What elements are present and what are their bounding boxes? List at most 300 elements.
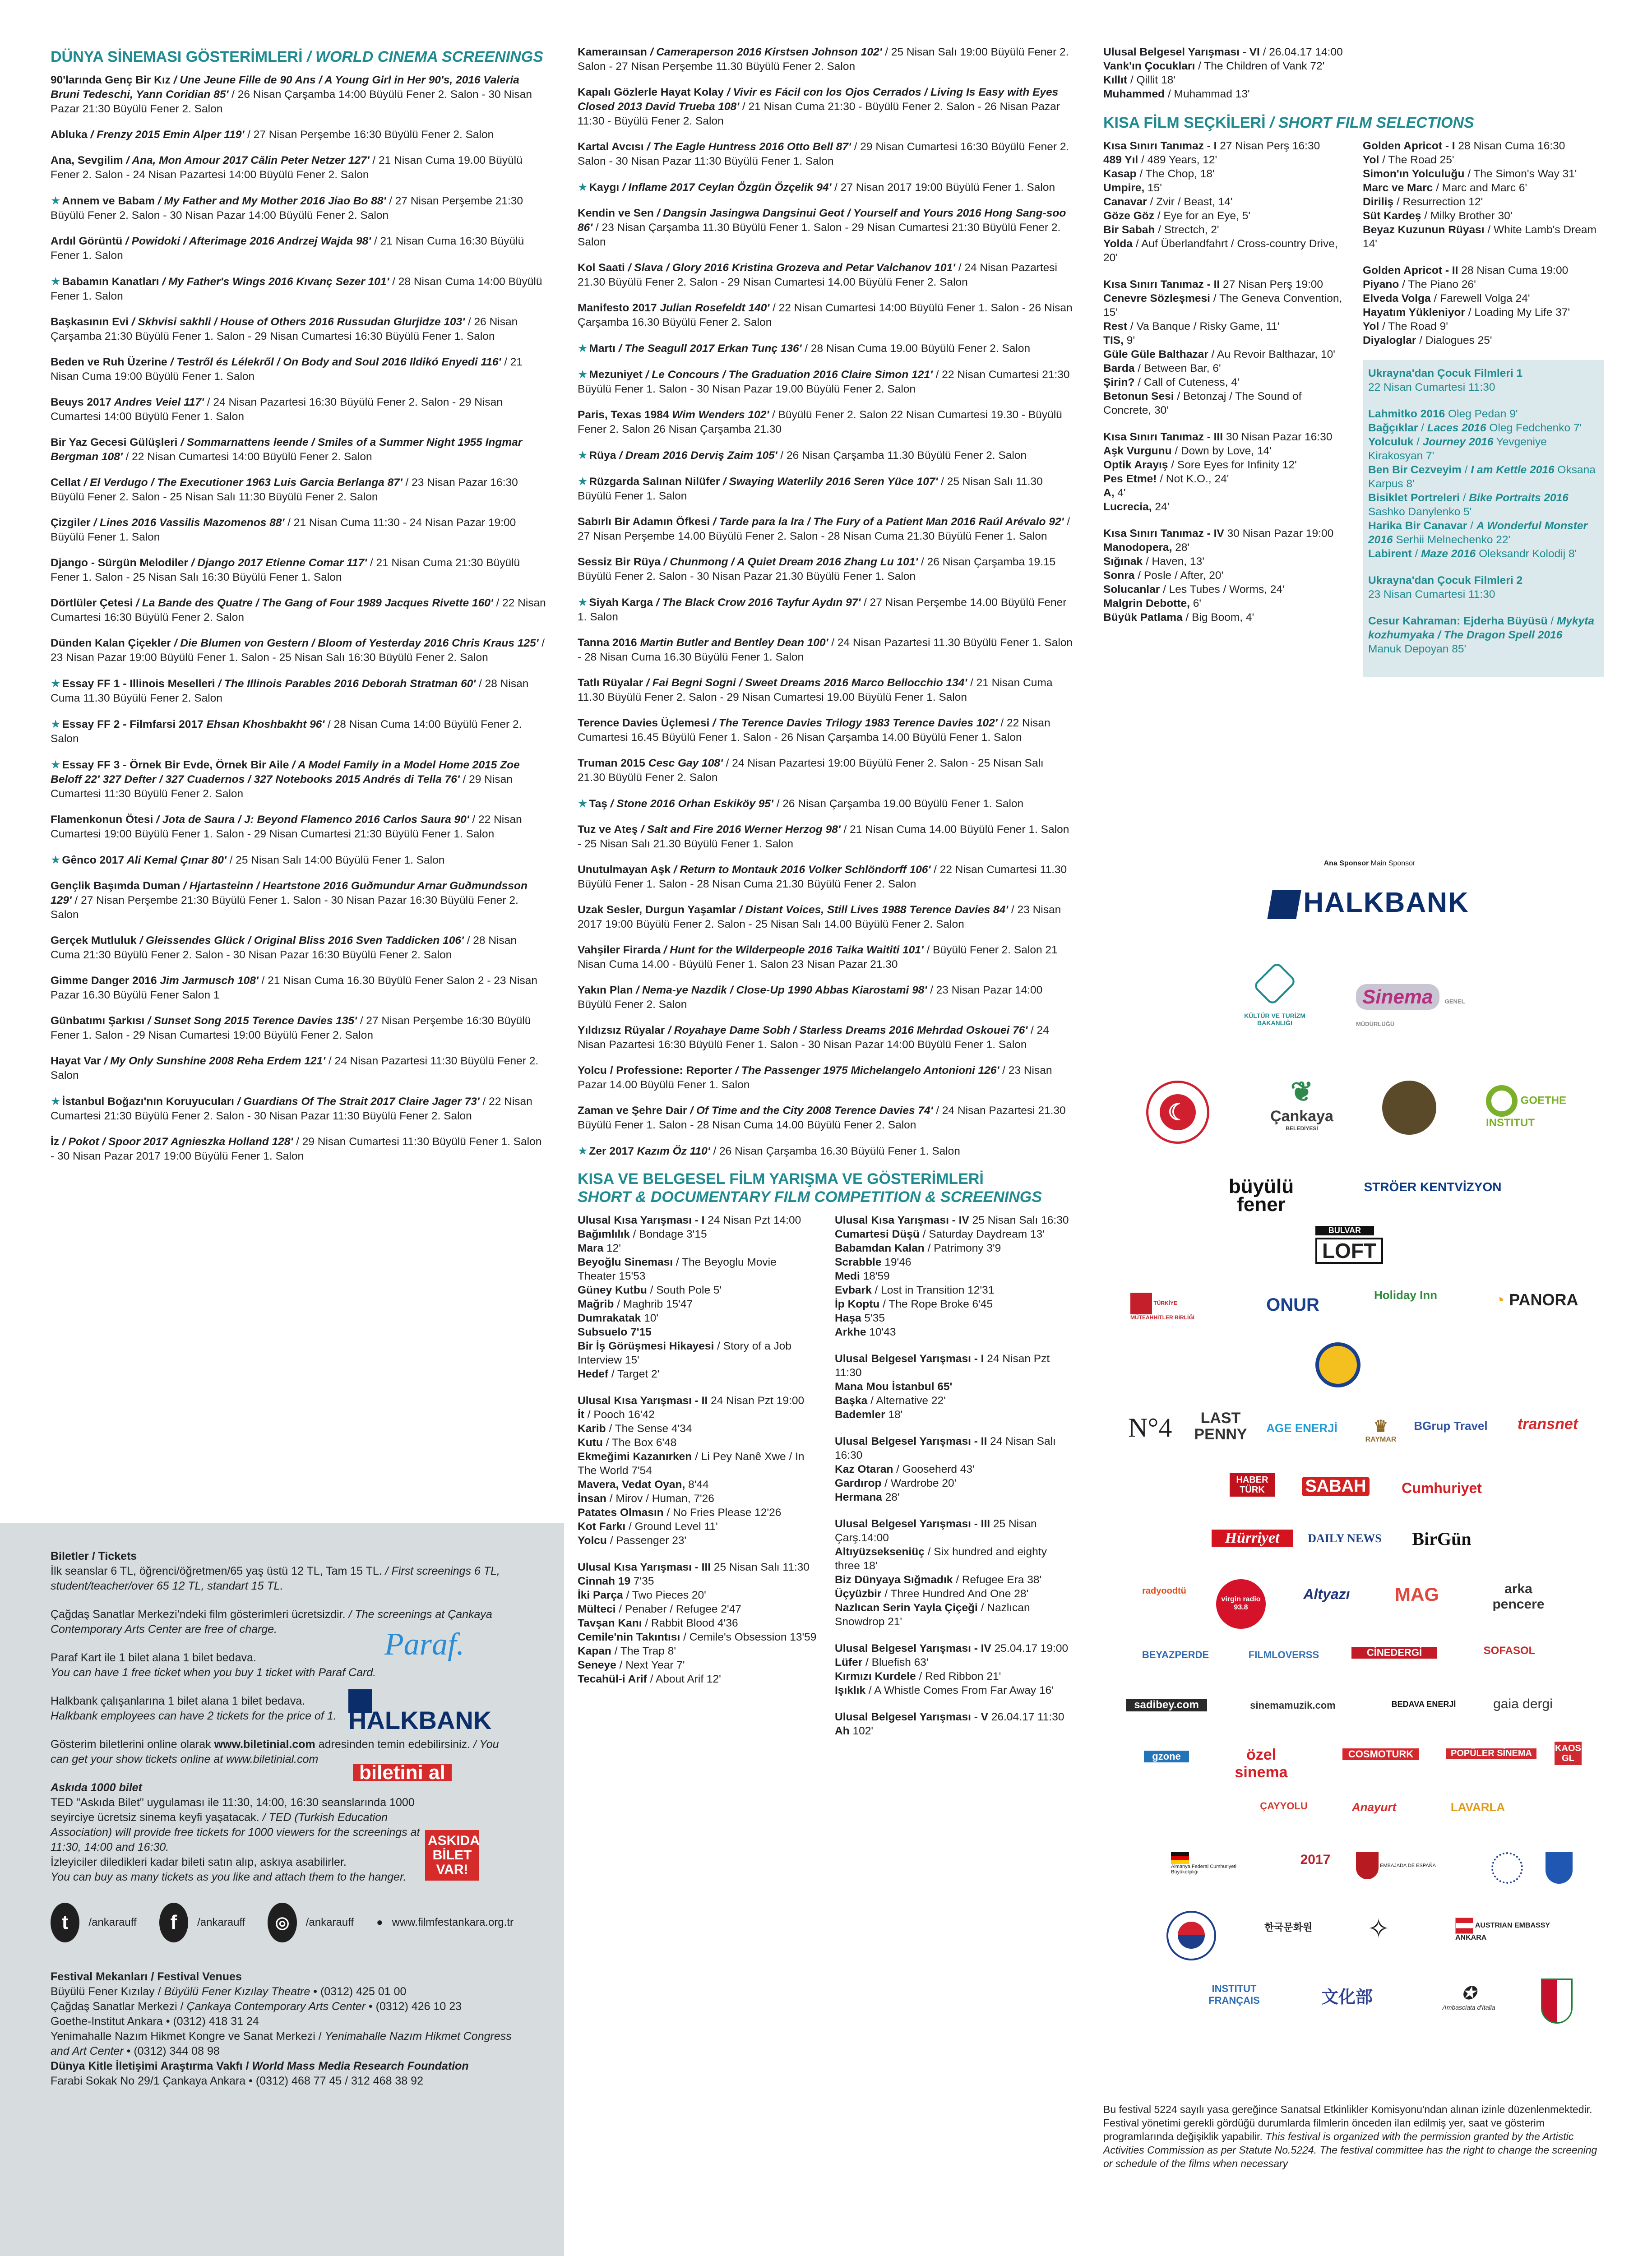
program-item: Barda / Between Bar, 6' (1103, 362, 1221, 374)
transnet-logo-text: transnet (1517, 1415, 1578, 1433)
panora-logo-text: PANORA (1509, 1290, 1578, 1309)
festival-website-link[interactable]: www.filmfestankara.org.tr (392, 1916, 514, 1928)
populer-sinema-logo (1446, 1748, 1536, 1759)
film-entry (51, 1054, 547, 1083)
film-title-tr: Kameraınsan (578, 46, 647, 58)
program-item: Tecahül-i Arif / About Arif 12' (578, 1673, 721, 1685)
film-original-title: / Jota de Saura / J: Beyond Flamenco 2016 Carlos Saura 90' (153, 814, 469, 826)
halkbank-offer-en: Halkbank employees can have 2 tickets for the price of 1. (51, 1710, 337, 1722)
cinedergi-logo-text: CİNEDERGİ (1366, 1647, 1422, 1658)
paraf-offer-tr: Paraf Kart ile 1 bilet alana 1 bilet bedava. (51, 1651, 256, 1664)
film-title-tr: Cellat (51, 476, 81, 489)
program-item: Elveda Volga / Farewell Volga 24' (1363, 292, 1530, 305)
film-entry (51, 758, 547, 801)
austrian-embassy-text: AUSTRIAN EMBASSY ANKARA (1455, 1922, 1550, 1942)
film-original-title: / Chunmong / A Quiet Dream 2016 Zhang Lu 101' (660, 556, 918, 568)
film-schedule: / 22 Nisan Cumartesi 16.45 Büyülü Fener 1. Salon - 26 Nisan Çarşamba 14.00 Büyülü Fener 1. Salon (578, 717, 1050, 744)
star-icon: ★ (51, 677, 61, 690)
world-cinema-title-en: / WORLD CINEMA SCREENINGS (307, 48, 543, 65)
film-original-title: / Of Time and the City 2008 Terence Davies 74' (687, 1105, 933, 1117)
stroer-logo (1360, 1180, 1505, 1194)
free-screenings-en: / The screenings at Çankaya Contemporary Arts Center are free of charge. (51, 1608, 492, 1636)
cosmoturk-logo-text: COSMOTURK (1348, 1748, 1414, 1760)
film-schedule: / Büyülü Fener 2. Salon 21 Nisan Cuma 14.00 - Büyülü Fener 1. Salon 23 Nisan Pazar 21.30 (578, 944, 1058, 971)
cayyolu-logo-text: ÇAYYOLU (1260, 1800, 1308, 1812)
film-entry (51, 73, 547, 116)
raymar-crown-icon: ♛ (1373, 1417, 1388, 1435)
film-entry (578, 515, 1074, 544)
askida-en2: You can buy as many tickets as you like and attach them to the hanger. (51, 1871, 407, 1883)
program-item: Lucrecia, 24' (1103, 501, 1170, 513)
german-embassy-logo (1171, 1852, 1252, 1875)
german-embassy-text: Almanya Federal Cumhuriyeti Büyükelçiliği (1171, 1864, 1236, 1875)
ukraine-program-group (1368, 366, 1599, 394)
program-item: Kasap / The Chop, 18' (1103, 168, 1215, 180)
facebook-handle[interactable]: /ankarauff (197, 1916, 245, 1928)
film-title-tr: Manifesto 2017 (578, 302, 657, 314)
program-block-heading: Golden Apricot - II 28 Nisan Cuma 19:00 (1363, 264, 1569, 277)
film-entry (578, 408, 1074, 437)
legal-note-en: This festival is organized with the permission granted by the Artistic Activities Commission as per Statute No.5224. The festival committee has the right to change the screening or schedule of the films when necessary (1103, 2131, 1597, 2169)
anayurt-logo-text: Anayurt (1351, 1800, 1397, 1814)
korean-culture-center-logo (1248, 1920, 1329, 1934)
german-flag-icon (1171, 1852, 1189, 1864)
austria-flag-icon (1455, 1918, 1473, 1934)
film-original-title: / Le Concours / The Graduation 2016 Claire Simon 121' (642, 369, 933, 381)
film-schedule: / 21 Nisan Cuma 21:30 Büyülü Fener 1. Salon - 25 Nisan Salı 16:30 Büyülü Fener 1. Salon (51, 557, 520, 583)
program-block-heading: Ulusal Belgesel Yarışması - IV 25.04.17 19:00 (835, 1642, 1069, 1655)
program-item: Canavar / Zvir / Beast, 14' (1103, 196, 1233, 208)
film-original-title: / Die Blumen von Gestern / Bloom of Yesterday 2016 Chris Kraus 125' (171, 637, 539, 649)
film-title-tr: Çizgiler (51, 517, 91, 529)
film-schedule: / 22 Nisan Cumartesi 16:30 Büyülü Fener 2. Salon (51, 597, 546, 624)
bulvar-label (1315, 1226, 1374, 1235)
film-title-tr: Annem ve Babam (62, 195, 155, 207)
cankaya-logo (1266, 1076, 1338, 1132)
bgrup-logo (1410, 1419, 1491, 1433)
ukraine-program-item: Bağçıklar / Laces 2016 Oleg Fedchenko 7' (1368, 422, 1582, 434)
program-item: Ekmeğimi Kazanırken / Li Pey Nanê Xwe / In The World 7'54 (578, 1451, 805, 1477)
program-item: Tavşan Kanı / Rabbit Blood 4'36 (578, 1617, 738, 1629)
altyazi-logo (1293, 1586, 1360, 1603)
film-title-tr: Siyah Karga (589, 596, 653, 609)
film-title-tr: Kendin ve Sen (578, 207, 654, 219)
film-original-title: / La Bande des Quatre / The Gang of Four 1989 Jacques Rivette 160' (133, 597, 493, 609)
program-item: Ah 102' (835, 1725, 874, 1737)
program-item: Yol / The Road 9' (1363, 320, 1448, 333)
spain-coat-icon (1356, 1852, 1379, 1879)
film-original-title: Wim Wenders 102' (669, 409, 769, 421)
twitter-handle[interactable]: /ankarauff (88, 1916, 137, 1928)
film-title-tr: Gênco 2017 (62, 854, 124, 866)
holiday-inn-logo (1360, 1288, 1451, 1302)
program-item: Nazlıcan Serin Yayla Çiçeği / Nazlıcan Snowdrop 21' (835, 1602, 1030, 1628)
film-schedule: / 25 Nisan Salı 19:00 Büyülü Fener 2. Salon - 27 Nisan Perşembe 11.30 Büyülü Fener 2. Salon (578, 46, 1069, 73)
venue-line: Çağdaş Sanatlar Merkezi / Çankaya Contemporary Arts Center • (0312) 426 10 23 (51, 2000, 462, 2013)
film-entry (578, 555, 1074, 584)
film-title-tr: Abluka (51, 129, 88, 141)
program-item: Optik Arayış / Sore Eyes for Infinity 12' (1103, 459, 1297, 471)
venues-heading: Festival Mekanları / Festival Venues (51, 1970, 242, 1983)
program-item: TIS, 9' (1103, 334, 1135, 347)
program-item: Yol / The Road 25' (1363, 154, 1454, 166)
halkbank-info-logo (348, 1689, 514, 1734)
main-sponsor-label (1302, 860, 1437, 868)
film-schedule: / 29 Nisan Cumartesi 11:30 Büyülü Fener 1. Salon - 30 Nisan Pazar 2017 19:00 Büyülü Fener 1. Salon (51, 1136, 542, 1162)
film-original-title: / Return to Montauk 2016 Volker Schlöndorff 106' (671, 864, 931, 876)
film-title-tr: Essay FF 1 - Illinois Meselleri (62, 678, 215, 690)
program-block-heading: Ulusal Belgesel Yarışması - V 26.04.17 11:30 (835, 1711, 1064, 1723)
film-schedule: / 23 Nisan Pazar 14.00 Büyülü Fener 1. Salon (578, 1064, 1052, 1091)
halkbank-offer-block (51, 1694, 514, 1734)
film-entry (51, 1135, 547, 1164)
film-title-tr: Tatlı Rüyalar (578, 677, 643, 689)
program-block (578, 1394, 817, 1548)
film-title-tr: Django - Sürgün Melodiler (51, 557, 188, 569)
film-entry (51, 934, 547, 962)
film-schedule: / 27 Nisan Perşembe 14.00 Büyülü Fener 2. Salon - 28 Nisan Cuma 21.30 Büyülü Fener 1. Salon (578, 516, 1070, 542)
program-item: Mana Mou İstanbul 65' (835, 1381, 953, 1393)
ukraine-program-item: 23 Nisan Cumartesi 11:30 (1368, 588, 1495, 601)
film-original-title: / Inflame 2017 Ceylan Özgün Özçelik 94' (619, 181, 832, 194)
film-title-tr: Ana, Sevgilim (51, 154, 123, 166)
goethe-logo (1486, 1085, 1590, 1129)
program-item: Aşk Vurgunu / Down by Love, 14' (1103, 445, 1272, 457)
radyoodtu-logo-text: radyoodtü (1142, 1586, 1186, 1596)
program-block-heading: Ulusal Kısa Yarışması - III 25 Nisan Salı 11:30 (578, 1561, 810, 1573)
municipality-seal-logo: ☾ (1146, 1081, 1209, 1144)
bedava-enerji-logo (1383, 1700, 1464, 1709)
tmb-logo (1130, 1293, 1221, 1321)
biletinial-logo: biletini al (353, 1764, 452, 1781)
film-schedule: / 24 Nisan Pazartesi 21.30 Büyülü Fener 2. Salon - 29 Nisan Cumartesi 14.00 Büyülü Fener 2. Salon (578, 262, 1057, 288)
star-icon: ★ (578, 1145, 588, 1157)
sabah-logo (1302, 1477, 1370, 1496)
gzone-logo-text: gzone (1152, 1751, 1181, 1762)
raymar-logo (1356, 1417, 1406, 1444)
program-item: Medi 18'59 (835, 1270, 890, 1282)
online-tickets-en: / You can get your show tickets online at www.biletinial.com (51, 1738, 499, 1766)
birgun-logo-text: BirGün (1412, 1529, 1472, 1549)
short-film-title-tr: KISA FİLM SEÇKİLERİ (1103, 114, 1266, 131)
halkbank-info-logo-text: HALKBANK (348, 1706, 492, 1734)
film-schedule: / 21 Nisan Cuma 21:30 - Büyülü Fener 2. Salon - 26 Nisan Pazar 11:30 - Büyülü Fener 2. Salon (578, 101, 1060, 127)
film-schedule: / 28 Nisan Cuma 11.30 Büyülü Fener 2. Salon (51, 678, 529, 704)
halkbank-logo-text: HALKBANK (1303, 887, 1469, 918)
star-icon: ★ (578, 368, 588, 381)
halkbank-mark-icon (1268, 890, 1301, 919)
program-block (1103, 45, 1604, 101)
film-entry (578, 1023, 1074, 1052)
short-film-blocks (1103, 139, 1604, 677)
gzone-logo (1144, 1751, 1189, 1762)
star-icon: ★ (51, 194, 61, 207)
paraf-offer-en: You can have 1 free ticket when you buy 1 ticket with Paraf Card. (51, 1666, 376, 1679)
film-entry (51, 315, 547, 344)
ozel-sinema-logo-text: özel sinema (1235, 1746, 1288, 1781)
film-entry (51, 234, 547, 263)
program-block-heading: Ulusal Belgesel Yarışması - III 25 Nisan Çarş.14:00 (835, 1518, 1037, 1544)
film-entry (578, 206, 1074, 250)
program-item: Mülteci / Penaber / Refugee 2'47 (578, 1603, 741, 1615)
film-original-title: / The Black Crow 2016 Tayfur Aydın 97' (653, 596, 861, 609)
halkbank-logo (1234, 887, 1505, 919)
no4-logo-text: N°4 (1128, 1413, 1172, 1442)
film-original-title: / Pokot / Spoor 2017 Agnieszka Holland 128' (59, 1136, 293, 1148)
program-item: Güney Kutbu / South Pole 5' (578, 1284, 722, 1296)
program-block (578, 1560, 817, 1686)
film-entry (578, 85, 1074, 129)
film-entry (51, 717, 547, 746)
hurriyet-logo-text: Hürriyet (1225, 1530, 1280, 1546)
film-schedule: / Büyülü Fener 2. Salon 22 Nisan Cumartesi 19.30 - Büyülü Fener 2. Salon 26 Nisan Çarşamba 21.30 (578, 409, 1062, 435)
program-block (1363, 264, 1604, 347)
program-block (835, 1434, 1074, 1504)
film-schedule: / 27 Nisan Perşembe 21:30 Büyülü Fener 2. Salon - 30 Nisan Pazar 14:00 Büyülü Fener 2. Salon (51, 195, 523, 222)
film-entry (578, 140, 1074, 169)
film-entry (51, 128, 547, 142)
film-schedule: / 26 Nisan Çarşamba 11.30 Büyülü Fener 2. Salon (777, 449, 1027, 462)
film-original-title: / Une Jeune Fille de 90 Ans / A Young Girl in Her 90's, 2016 Valeria Bruni Tedeschi, Yann Coridian 85' (51, 74, 519, 101)
film-entry (578, 1104, 1074, 1133)
film-original-title: / The Terence Davies Trilogy 1983 Terence Davies 102' (709, 717, 998, 729)
film-schedule: / 21 Nisan Cuma 14.00 Büyülü Fener 1. Salon - 25 Nisan Salı 21.30 Büyülü Fener 1. Salon (578, 823, 1069, 850)
bgrup-logo-text: BGrup Travel (1414, 1419, 1488, 1433)
australia-coat-logo: ✧ (1367, 1914, 1390, 1944)
program-block-heading: Kısa Sınırı Tanımaz - II 27 Nisan Perş 19:00 (1103, 278, 1323, 291)
film-original-title: / Sommarnattens leende / Smiles of a Summer Night 1955 Ingmar Bergman 108' (51, 436, 523, 463)
kaosgl-logo (1555, 1742, 1582, 1765)
film-title-tr: Rüya (589, 449, 616, 462)
facebook-icon[interactable]: f (159, 1903, 188, 1942)
program-item: Yolcu / Passenger 23' (578, 1535, 687, 1547)
daily-news-logo (1304, 1532, 1385, 1545)
ukraine-program-item: Harika Bir Canavar / A Wonderful Monster 2016 Serhii Melnechenko 22' (1368, 520, 1588, 546)
film-schedule: / 29 Nisan Cumartesi 11:30 Büyülü Fener 2. Salon (51, 773, 513, 800)
program-item: Kapan / The Trap 8' (578, 1645, 676, 1657)
film-entry (51, 435, 547, 464)
raymar-logo-text: RAYMAR (1365, 1436, 1397, 1443)
film-entry (578, 367, 1074, 397)
program-item: Mara 12' (578, 1242, 621, 1254)
film-schedule: / 22 Nisan Cumartesi 14:00 Büyülü Fener 1. Salon - 26 Nisan Çarşamba 16.30 Büyülü Fener 2. Salon (578, 302, 1073, 328)
anayurt-logo (1338, 1800, 1410, 1814)
film-schedule: / 24 Nisan Pazartesi 19:00 Büyülü Fener 2. Salon - 25 Nisan Salı 21.30 Büyülü Fener 2. Salon (578, 757, 1044, 784)
film-title-tr: Mezuniyet (589, 369, 643, 381)
film-entry (578, 823, 1074, 851)
sofasol-logo-text: SOFASOL (1483, 1645, 1536, 1657)
world-cinema-title-tr: DÜNYA SİNEMASI GÖSTERİMLERİ (51, 48, 303, 65)
film-schedule: / 26 Nisan Çarşamba 19.00 Büyülü Fener 1. Salon (773, 798, 1024, 810)
program-block (835, 1710, 1074, 1738)
star-icon: ★ (51, 1095, 61, 1108)
taegeuk-icon (1178, 1922, 1205, 1949)
askida-block (51, 1780, 480, 1885)
online-tickets-link[interactable]: www.biletinial.com (214, 1738, 315, 1751)
film-title-tr: Kol Saati (578, 262, 625, 274)
program-item: Malgrin Debotte, 6' (1103, 597, 1202, 610)
program-item: Vank'ın Çocukları / The Children of Vank 72' (1103, 60, 1325, 72)
film-original-title: / Gleissendes Glück / Original Bliss 2016 Sven Taddicken 106' (136, 934, 464, 947)
film-title-tr: Zaman ve Şehre Dair (578, 1105, 687, 1117)
film-original-title: / My Father's Wings 2016 Kıvanç Sezer 101' (159, 276, 389, 288)
program-item: Patates Olmasın / No Fries Please 12'26 (578, 1507, 782, 1519)
program-item: İnsan / Mirov / Human, 7'26 (578, 1493, 714, 1505)
film-entry (578, 796, 1074, 811)
program-item: Bağımlılık / Bondage 3'15 (578, 1228, 707, 1240)
instagram-icon[interactable]: ◎ (268, 1903, 296, 1942)
film-original-title: / The Eagle Huntress 2016 Otto Bell 87' (643, 141, 851, 153)
tickets-block (51, 1549, 514, 1594)
short-film-left (1103, 139, 1345, 677)
film-title-tr: Truman 2015 (578, 757, 645, 769)
panora-circle-icon: ◔ (1495, 1290, 1505, 1309)
program-block-heading: Kısa Sınırı Tanımaz - III 30 Nisan Pazar 16:30 (1103, 431, 1333, 443)
competition-title-en: SHORT & DOCUMENTARY FILM COMPETITION & SCREENINGS (578, 1188, 1042, 1206)
web-bullet-icon: ● (376, 1916, 383, 1928)
venues-block (51, 1969, 514, 2089)
program-item: Pes Etme! / Not K.O., 24' (1103, 473, 1229, 485)
holiday-inn-logo-text: Holiday Inn (1374, 1288, 1438, 1302)
program-item: Cemile'nin Takıntısı / Cemile's Obsession 13'59 (578, 1631, 817, 1643)
film-schedule: / 26 Nisan Çarşamba 19.15 Büyülü Fener 2. Salon - 30 Nisan Pazar 21.30 Büyülü Fener 1. Salon (578, 556, 1056, 582)
online-tickets-block (51, 1737, 514, 1784)
program-block-heading: Ulusal Kısa Yarışması - I 24 Nisan Pzt 14:00 (578, 1214, 801, 1226)
ukraine-coat-logo (1546, 1852, 1573, 1884)
program-item: Haşa 5'35 (835, 1312, 885, 1324)
sinemamuzik-logo-text: sinemamuzik.com (1250, 1700, 1336, 1711)
film-schedule: / 27 Nisan Perşembe 21:30 Büyülü Fener 1. Salon - 30 Nisan Pazar 16:30 Büyülü Fener 2. Salon (51, 894, 518, 921)
program-item: İki Parça / Two Pieces 20' (578, 1589, 706, 1601)
cankaya-logo-text: Çankaya (1270, 1108, 1333, 1125)
ukraine-program-item: Lahmitko 2016 Oleg Pedan 9' (1368, 408, 1518, 420)
film-entry (51, 556, 547, 585)
ktb-logo-text: KÜLTÜR VE TURİZM BAKANLIĞI (1244, 1012, 1305, 1026)
film-original-title: / Dangsin Jasingwa Dangsinui Geot / Yourself and Yours 2016 Hong Sang-soo 86' (578, 207, 1066, 234)
spain-embassy-text: EMBAJADA DE ESPAÑA (1380, 1863, 1436, 1868)
twitter-icon[interactable]: t (51, 1903, 79, 1942)
sadibey-logo (1126, 1699, 1207, 1711)
populer-sinema-logo-text: POPÜLER SİNEMA (1450, 1748, 1532, 1758)
program-block (1103, 277, 1345, 417)
film-entry (51, 974, 547, 1003)
film-schedule: / 24 Nisan Pazartesi 16:30 Büyülü Fener 1. Salon - 30 Nisan Pazar 14:00 Büyülü Fener 1. Salon (578, 1024, 1049, 1051)
program-item: Başka / Alternative 22' (835, 1395, 946, 1407)
program-item: Hedef / Target 2' (578, 1368, 660, 1380)
film-entry (578, 756, 1074, 785)
film-schedule: / 21 Nisan Cuma 19:00 Büyülü Fener 1. Salon (51, 356, 523, 383)
film-title-tr: Gerçek Mutluluk (51, 934, 137, 947)
film-schedule: / 23 Nisan Pazar 16:30 Büyülü Fener 2. Salon - 25 Nisan Salı 11:30 Büyülü Fener 2. Salon (51, 476, 518, 503)
program-block-heading: Ulusal Belgesel Yarışması - VI / 26.04.17 14:00 (1103, 46, 1343, 58)
cankaya-leaf-icon: ❦ (1290, 1077, 1314, 1107)
film-original-title: / Slava / Glory 2016 Kristina Grozeva and Petar Valchanov 101' (625, 262, 955, 274)
program-item: Güle Güle Balthazar / Au Revoir Balthazar, 10' (1103, 348, 1335, 361)
film-original-title: / Royahaye Dame Sobh / Starless Dreams 2016 Mehrdad Oskouei 76' (665, 1024, 1028, 1036)
tmb-mark-icon (1130, 1293, 1152, 1314)
program-item: İp Koptu / The Rope Broke 6'45 (835, 1298, 993, 1310)
program-item: Hayatım Yükleniyor / Loading My Life 37' (1363, 306, 1570, 319)
ktb-emblem-icon (1253, 962, 1297, 1006)
program-item: Muhammed / Muhammad 13' (1103, 88, 1250, 100)
competition-blocks (578, 1213, 1074, 1751)
onur-logo-text: ONUR (1266, 1295, 1319, 1315)
world-cinema-title (51, 48, 547, 66)
film-entry (51, 395, 547, 424)
haberturk-logo-text: HABER TÜRK (1236, 1475, 1268, 1495)
hurriyet-logo (1212, 1530, 1293, 1547)
program-item: Rest / Va Banque / Risky Game, 11' (1103, 320, 1280, 333)
film-original-title: Ali Kemal Çınar 80' (124, 854, 227, 866)
festival-legal-note (1103, 2103, 1604, 2170)
film-title-tr: Yıldızsız Rüyalar (578, 1024, 665, 1036)
haberturk-logo (1230, 1473, 1275, 1497)
film-title-tr: 90'larında Genç Bir Kız (51, 74, 171, 86)
film-title-tr: Babamın Kanatları (62, 276, 159, 288)
beyazperde-logo-text: BEYAZPERDE (1142, 1649, 1209, 1660)
film-title-tr: Ardıl Görüntü (51, 235, 123, 247)
bulvar-text: BULVAR (1328, 1226, 1361, 1235)
film-original-title: / Stone 2016 Orhan Eskiköy 95' (607, 798, 773, 810)
age-enerji-logo (1261, 1421, 1342, 1435)
askida-heading: Askıda 1000 bilet (51, 1781, 142, 1794)
film-schedule: / 25 Nisan Salı 11.30 Büyülü Fener 1. Salon (578, 476, 1043, 502)
social-links (51, 1903, 514, 1942)
film-original-title: / Tarde para la Ira / The Fury of a Patient Man 2016 Raúl Arévalo 92' (710, 516, 1064, 528)
program-item: Cenevre Sözleşmesi / The Geneva Convention, 15' (1103, 292, 1342, 319)
film-schedule: / 21 Nisan Cuma 11:30 - 24 Nisan Pazar 19:00 Büyülü Fener 1. Salon (51, 517, 516, 543)
film-entry (578, 474, 1074, 504)
film-schedule: / 26 Nisan Çarşamba 21:30 Büyülü Fener 1. Salon - 29 Nisan Cumartesi 16:30 Büyülü Fener 1. Salon (51, 316, 518, 342)
film-entry (578, 943, 1074, 972)
film-original-title: / Cameraperson 2016 Kirstsen Johnson 102' (647, 46, 882, 58)
instagram-handle[interactable]: /ankarauff (305, 1916, 354, 1928)
film-original-title: / Lines 2016 Vassilis Mazomenos 88' (90, 517, 285, 529)
film-schedule: / 22 Nisan Cumartesi 11.30 Büyülü Fener 1. Salon - 28 Nisan Cuma 21.30 Büyülü Fener 2. Salon (578, 864, 1067, 890)
film-entry (578, 45, 1074, 74)
film-schedule: / 23 Nisan 2017 19:00 Büyülü Fener 2. Salon - 25 Nisan Salı 14.00 Büyülü Fener 2. Salon (578, 904, 1061, 930)
cinedergi-logo (1351, 1647, 1437, 1659)
eu-stars-logo (1491, 1852, 1523, 1884)
filmloverss-logo-text: FILMLOVERSS (1248, 1649, 1319, 1660)
film-original-title: / The Seagull 2017 Erkan Tunç 136' (615, 342, 802, 355)
film-schedule: / 23 Nisan Pazar 14:00 Büyülü Fener 2. Salon (578, 984, 1043, 1011)
film-entry (51, 194, 547, 223)
program-item: Diriliş / Resurrection 12' (1363, 196, 1483, 208)
tickets-en: / First screenings 6 TL, student/teacher/over 65 12 TL, standart 15 TL. (51, 1565, 500, 1592)
film-title-tr: Unutulmayan Aşk (578, 864, 671, 876)
venue-line: Büyülü Fener Kızılay / Büyülü Fener Kızılay Theatre • (0312) 425 01 00 (51, 1985, 407, 1998)
program-item: Manodopera, 28' (1103, 541, 1190, 554)
program-item: Solucanlar / Les Tubes / Worms, 24' (1103, 583, 1285, 596)
mag-logo (1383, 1584, 1451, 1605)
film-original-title: / Dream 2016 Derviş Zaim 105' (616, 449, 777, 462)
film-entry (578, 180, 1074, 195)
film-schedule: / 24 Nisan Pazartesi 11.30 Büyülü Fener 1. Salon - 28 Nisan Cuma 16.30 Büyülü Fener 1. Salon (578, 637, 1073, 663)
program-item: İt / Pooch 16'42 (578, 1409, 655, 1421)
program-item: Süt Kardeş / Milky Brother 30' (1363, 210, 1513, 222)
film-entry (578, 341, 1074, 356)
film-title-tr: Kaygı (589, 181, 620, 194)
film-entry (578, 863, 1074, 892)
radyoodtu-logo (1130, 1586, 1198, 1596)
film-entry (578, 903, 1074, 932)
online-tickets-tr-a: Gösterim biletlerini online olarak (51, 1738, 214, 1751)
film-entry (51, 636, 547, 665)
film-original-title: / The Illinois Parables 2016 Deborah Stratman 60' (215, 678, 476, 690)
program-item: Göze Göz / Eye for an Eye, 5' (1103, 210, 1251, 222)
film-title-tr: Kartal Avcısı (578, 141, 644, 153)
